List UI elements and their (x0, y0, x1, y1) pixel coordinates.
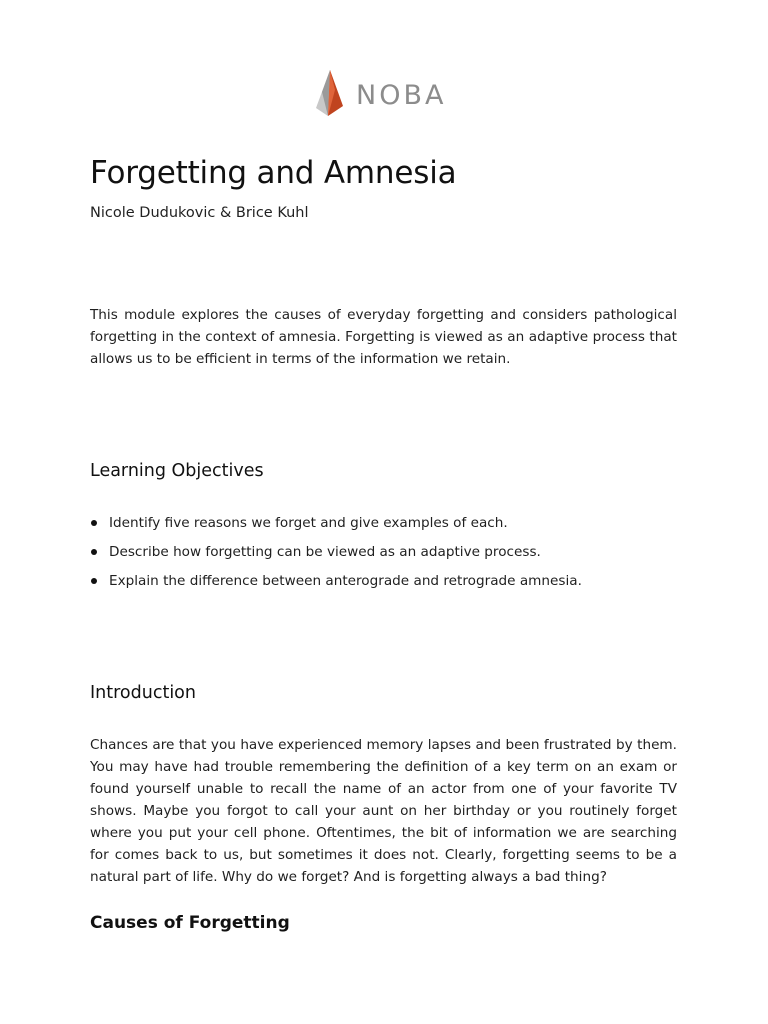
learning-objectives-heading: Learning Objectives (90, 461, 264, 481)
introduction-heading: Introduction (90, 683, 196, 703)
noba-logo (313, 70, 446, 116)
objective-text: Describe how forgetting can be viewed as an adaptive process. (109, 544, 541, 560)
list-item (90, 512, 680, 541)
bullet-icon (91, 549, 97, 555)
objective-text: Identify five reasons we forget and give examples of each. (109, 515, 508, 531)
learning-objectives-list (90, 512, 680, 599)
causes-of-forgetting-heading: Causes of Forgetting (90, 913, 290, 933)
abstract: This module explores the causes of everyday forgetting and considers pathological forgetting in the context of amnesia. Forgetting is viewed as an adaptive process that allows us to be efficient in terms of the information we retain. (90, 307, 677, 367)
bullet-icon (91, 578, 97, 584)
bullet-icon (91, 520, 97, 526)
list-item (90, 570, 680, 599)
list-item (90, 541, 680, 570)
introduction-text: Chances are that you have experienced memory lapses and been frustrated by them. You may have had trouble remembering the definition of a key term on an exam or found yourself unable to recall the name of an actor from one of your favorite TV shows. Maybe you forgot to call your aunt on her birthday or you routinely forget where you put your cell phone. Oftentimes, the bit of information we are searching for comes back to us, but sometimes it does not. Clearly, forgetting seems to be a natural part of life. Why do we forget? And is forgetting always a bad thing? (90, 737, 677, 885)
noba-flame-icon (313, 70, 343, 116)
objective-text: Explain the difference between anterograde and retrograde amnesia. (109, 573, 582, 589)
authors: Nicole Dudukovic & Brice Kuhl (90, 205, 309, 221)
logo-wordmark: NOBA (356, 79, 447, 111)
page-title: Forgetting and Amnesia (90, 155, 457, 191)
